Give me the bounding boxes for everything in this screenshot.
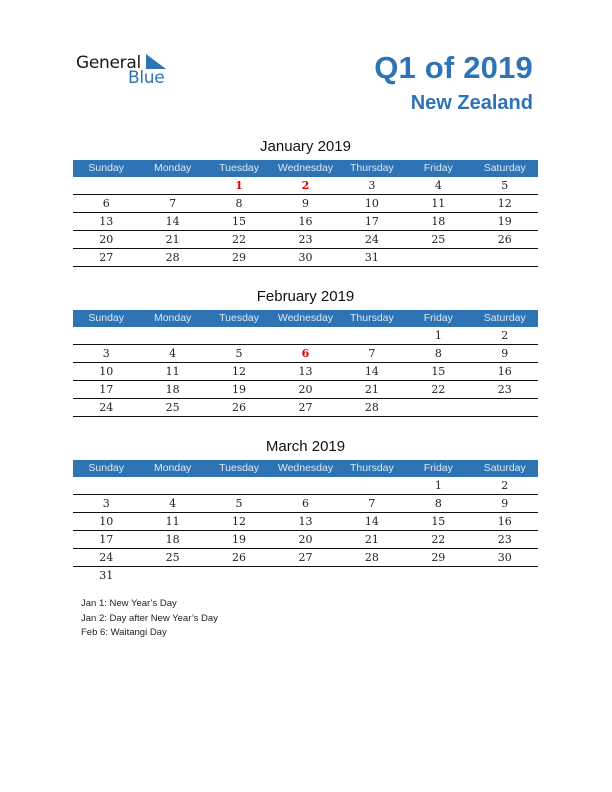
day-cell: 7	[368, 497, 376, 510]
week-row	[73, 195, 538, 213]
day-cell: 18	[431, 215, 446, 228]
week-row	[73, 363, 538, 381]
weekday-label: Saturday	[483, 162, 526, 174]
weekday-label: Saturday	[483, 312, 526, 324]
day-cell: 19	[232, 533, 247, 546]
day-cell: 23	[298, 233, 313, 246]
day-cell: 11	[165, 365, 180, 378]
month-january	[73, 137, 538, 267]
day-cell: 13	[298, 365, 313, 378]
weekday-label: Monday	[153, 462, 192, 474]
holiday-note: Jan 2: Day after New Year’s Day	[81, 612, 218, 624]
week-row	[73, 549, 538, 567]
page-title: Q1 of 2019	[374, 50, 533, 85]
generalblue-logo	[76, 53, 186, 93]
day-cell	[139, 177, 205, 194]
day-cell: 3	[102, 347, 110, 360]
day-cell: 9	[501, 497, 509, 510]
day-cell: 16	[298, 215, 313, 228]
day-cell: 22	[431, 533, 446, 546]
day-cell: 28	[165, 251, 180, 264]
day-cell	[206, 477, 272, 494]
day-cell: 1	[434, 479, 442, 492]
day-cell: 21	[364, 383, 379, 396]
weekday-header	[73, 160, 538, 177]
day-cell: 15	[232, 215, 247, 228]
day-cell: 12	[232, 515, 247, 528]
day-cell: 26	[497, 233, 512, 246]
day-cell	[73, 477, 139, 494]
day-cell: 14	[364, 365, 379, 378]
day-cell: 29	[431, 551, 446, 564]
day-cell: 19	[497, 215, 512, 228]
day-cell: 23	[497, 383, 512, 396]
day-cell: 9	[301, 197, 309, 210]
day-cell	[405, 399, 471, 416]
day-cell: 8	[235, 197, 243, 210]
day-cell: 20	[298, 383, 313, 396]
day-cell: 6	[102, 197, 110, 210]
day-cell: 4	[434, 179, 442, 192]
day-cell	[272, 477, 338, 494]
weekday-label: Thursday	[350, 312, 394, 324]
day-cell	[139, 477, 205, 494]
day-cell: 13	[99, 215, 114, 228]
weekday-label: Sunday	[88, 312, 125, 324]
day-cell: 31	[364, 251, 379, 264]
month-title: January 2019	[260, 138, 351, 155]
weekday-label: Thursday	[350, 462, 394, 474]
day-cell: 26	[232, 401, 247, 414]
month-title: February 2019	[256, 288, 355, 305]
day-cell: 13	[298, 515, 313, 528]
day-cell: 4	[169, 497, 177, 510]
day-cell: 8	[434, 497, 442, 510]
day-cell: 28	[364, 551, 379, 564]
week-row	[73, 567, 538, 584]
weekday-header	[73, 310, 538, 327]
day-cell: 15	[431, 365, 446, 378]
week-row	[73, 177, 538, 195]
day-cell: 25	[165, 401, 180, 414]
day-cell: 23	[497, 533, 512, 546]
month-february	[73, 287, 538, 417]
weekday-label: Monday	[153, 162, 192, 174]
day-cell: 2	[501, 329, 509, 342]
day-cell: 25	[165, 551, 180, 564]
weekday-label: Sunday	[88, 462, 125, 474]
day-cell: 10	[99, 515, 114, 528]
day-cell: 24	[99, 401, 114, 414]
day-cell: 21	[364, 533, 379, 546]
holiday-note: Jan 1: New Year’s Day	[81, 598, 177, 609]
weekday-label: Tuesday	[219, 312, 259, 324]
day-cell: 12	[232, 365, 247, 378]
weekday-label: Wednesday	[277, 462, 334, 474]
day-cell: 28	[364, 401, 379, 414]
holiday-note: Feb 6: Waitangi Day	[81, 627, 167, 638]
day-cell	[405, 567, 471, 584]
day-cell: 25	[431, 233, 446, 246]
day-cell: 14	[364, 515, 379, 528]
day-cell: 27	[99, 251, 114, 264]
day-cell: 7	[368, 347, 376, 360]
week-row	[73, 477, 538, 495]
day-cell: 10	[99, 365, 114, 378]
day-cell: 5	[235, 347, 243, 360]
day-cell: 3	[368, 179, 376, 192]
day-cell: 11	[165, 515, 180, 528]
day-cell: 17	[99, 383, 114, 396]
day-cell	[73, 327, 139, 344]
weekday-label: Friday	[423, 312, 453, 324]
day-cell: 3	[102, 497, 110, 510]
week-row	[73, 327, 538, 345]
day-cell: 22	[232, 233, 247, 246]
weekday-label: Tuesday	[219, 162, 259, 174]
day-cell	[339, 477, 405, 494]
weekday-label: Thursday	[350, 162, 394, 174]
week-row	[73, 513, 538, 531]
weekday-header	[73, 460, 538, 477]
day-cell: 27	[298, 551, 313, 564]
day-cell: 20	[99, 233, 114, 246]
month-march	[73, 437, 538, 584]
day-cell	[339, 567, 405, 584]
day-cell: 30	[298, 251, 313, 264]
country-subtitle: New Zealand	[410, 92, 533, 114]
day-cell: 14	[165, 215, 180, 228]
day-cell: 18	[165, 533, 180, 546]
day-cell: 5	[235, 497, 243, 510]
day-cell: 4	[169, 347, 177, 360]
day-cell: 16	[497, 515, 512, 528]
weekday-label: Saturday	[483, 462, 526, 474]
day-cell	[272, 327, 338, 344]
day-cell: 24	[99, 551, 114, 564]
week-row	[73, 213, 538, 231]
day-cell	[472, 249, 538, 266]
day-cell: 29	[232, 251, 247, 264]
day-cell	[405, 249, 471, 266]
month-title: March 2019	[265, 438, 346, 455]
day-cell: 17	[99, 533, 114, 546]
weekday-label: Wednesday	[277, 312, 334, 324]
day-cell: 16	[497, 365, 512, 378]
day-cell: 2	[501, 479, 509, 492]
weekday-label: Wednesday	[277, 162, 334, 174]
week-row	[73, 345, 538, 363]
day-cell: 21	[165, 233, 180, 246]
day-cell	[472, 567, 538, 584]
day-cell: 11	[431, 197, 446, 210]
day-cell	[339, 327, 405, 344]
day-cell: 6	[301, 497, 309, 510]
day-cell: 8	[434, 347, 442, 360]
day-cell: 20	[298, 533, 313, 546]
day-cell	[73, 177, 139, 194]
week-row	[73, 531, 538, 549]
day-cell	[206, 327, 272, 344]
day-cell: 9	[501, 347, 509, 360]
logo-text-blue: Blue	[128, 68, 165, 88]
day-cell	[139, 327, 205, 344]
day-cell	[472, 399, 538, 416]
day-cell: 2	[301, 179, 310, 192]
weekday-label: Friday	[423, 162, 453, 174]
day-cell: 6	[301, 347, 310, 360]
day-cell: 12	[497, 197, 512, 210]
week-row	[73, 381, 538, 399]
day-cell: 24	[364, 233, 379, 246]
day-cell: 19	[232, 383, 247, 396]
weekday-label: Tuesday	[219, 462, 259, 474]
day-cell: 7	[169, 197, 177, 210]
day-cell: 15	[431, 515, 446, 528]
day-cell: 27	[298, 401, 313, 414]
week-row	[73, 495, 538, 513]
day-cell: 18	[165, 383, 180, 396]
logo-text-general: General	[76, 53, 141, 73]
day-cell: 1	[434, 329, 442, 342]
weekday-label: Sunday	[88, 162, 125, 174]
day-cell	[272, 567, 338, 584]
week-row	[73, 249, 538, 267]
day-cell: 17	[364, 215, 379, 228]
day-cell: 30	[497, 551, 512, 564]
day-cell	[206, 567, 272, 584]
day-cell	[139, 567, 205, 584]
day-cell: 5	[501, 179, 509, 192]
weekday-label: Monday	[153, 312, 192, 324]
week-row	[73, 399, 538, 417]
day-cell: 31	[99, 569, 114, 582]
day-cell: 1	[235, 179, 243, 192]
holiday-notes	[81, 597, 218, 641]
day-cell: 26	[232, 551, 247, 564]
weekday-label: Friday	[423, 462, 453, 474]
day-cell: 10	[364, 197, 379, 210]
week-row	[73, 231, 538, 249]
day-cell: 22	[431, 383, 446, 396]
